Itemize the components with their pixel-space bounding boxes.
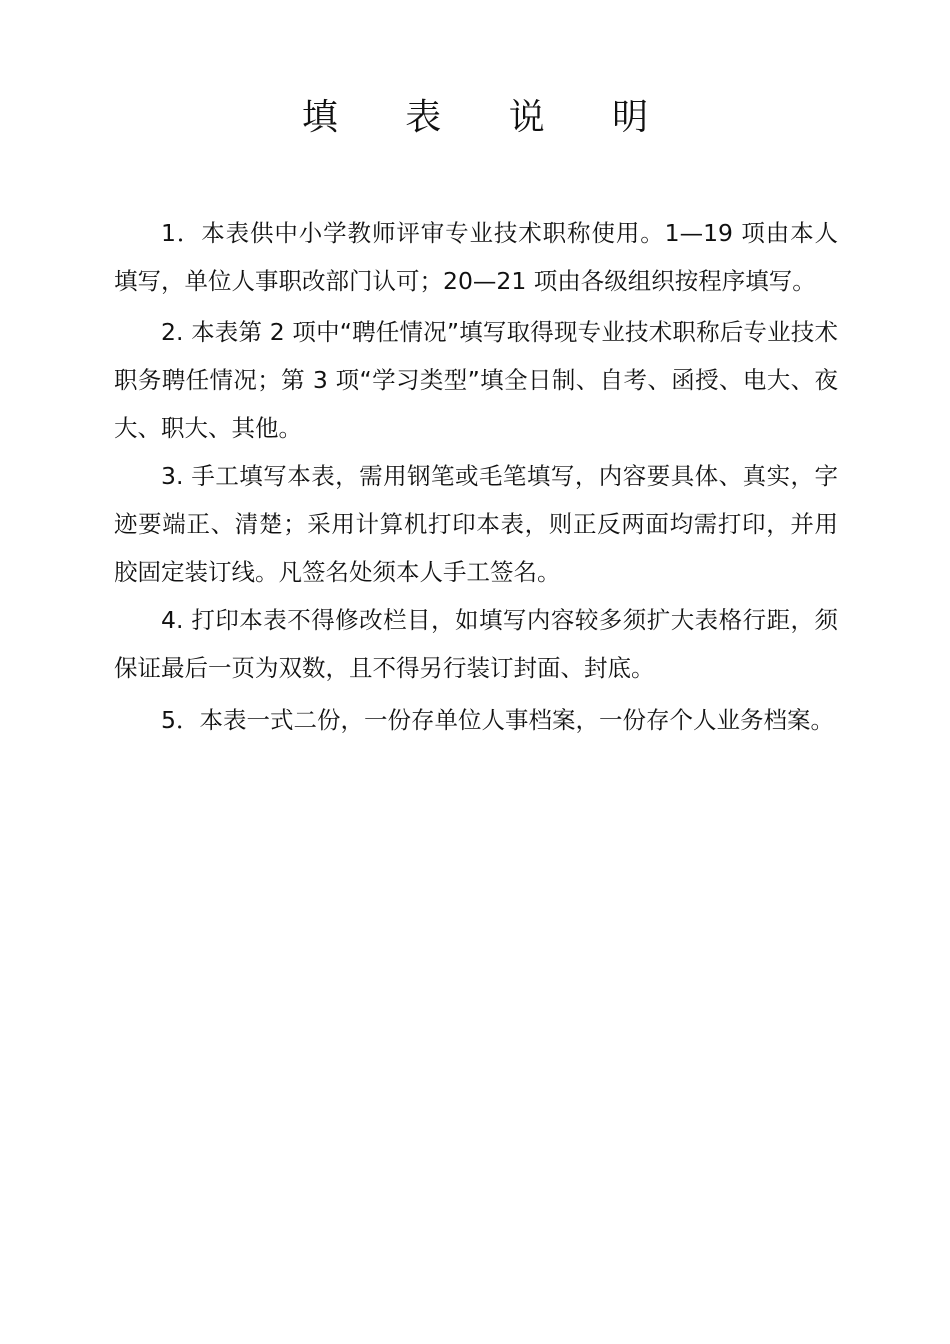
instructions-body: [114, 209, 838, 744]
instruction-paragraph-5: 5．本表一式二份，一份存单位人事档案，一份存个人业务档案。: [161, 706, 834, 734]
instruction-paragraph-2: 2. 本表第 2 项中“聘任情况”填写取得现专业技术职称后专业技术职务聘任情况；第 3 项“学习类型”填全日制、自考、函授、电大、夜大、职大、其他。: [114, 318, 838, 442]
instruction-paragraph-3: 3. 手工填写本表，需用钢笔或毛笔填写，内容要具体、真实，字迹要端正、清楚；采用计算机打印本表，则正反两面均需打印，并用胶固定装订线。凡签名处须本人手工签名。: [114, 462, 838, 586]
page-title: 填 表 说 明: [301, 97, 677, 138]
instruction-paragraph-4: 4. 打印本表不得修改栏目，如填写内容较多须扩大表格行距，须保证最后一页为双数，且不得另行装订封面、封底。: [114, 606, 838, 682]
instruction-paragraph-1: 1．本表供中小学教师评审专业技术职称使用。1—19 项由本人填写，单位人事职改部门认可；20—21 项由各级组织按程序填写。: [114, 219, 838, 295]
